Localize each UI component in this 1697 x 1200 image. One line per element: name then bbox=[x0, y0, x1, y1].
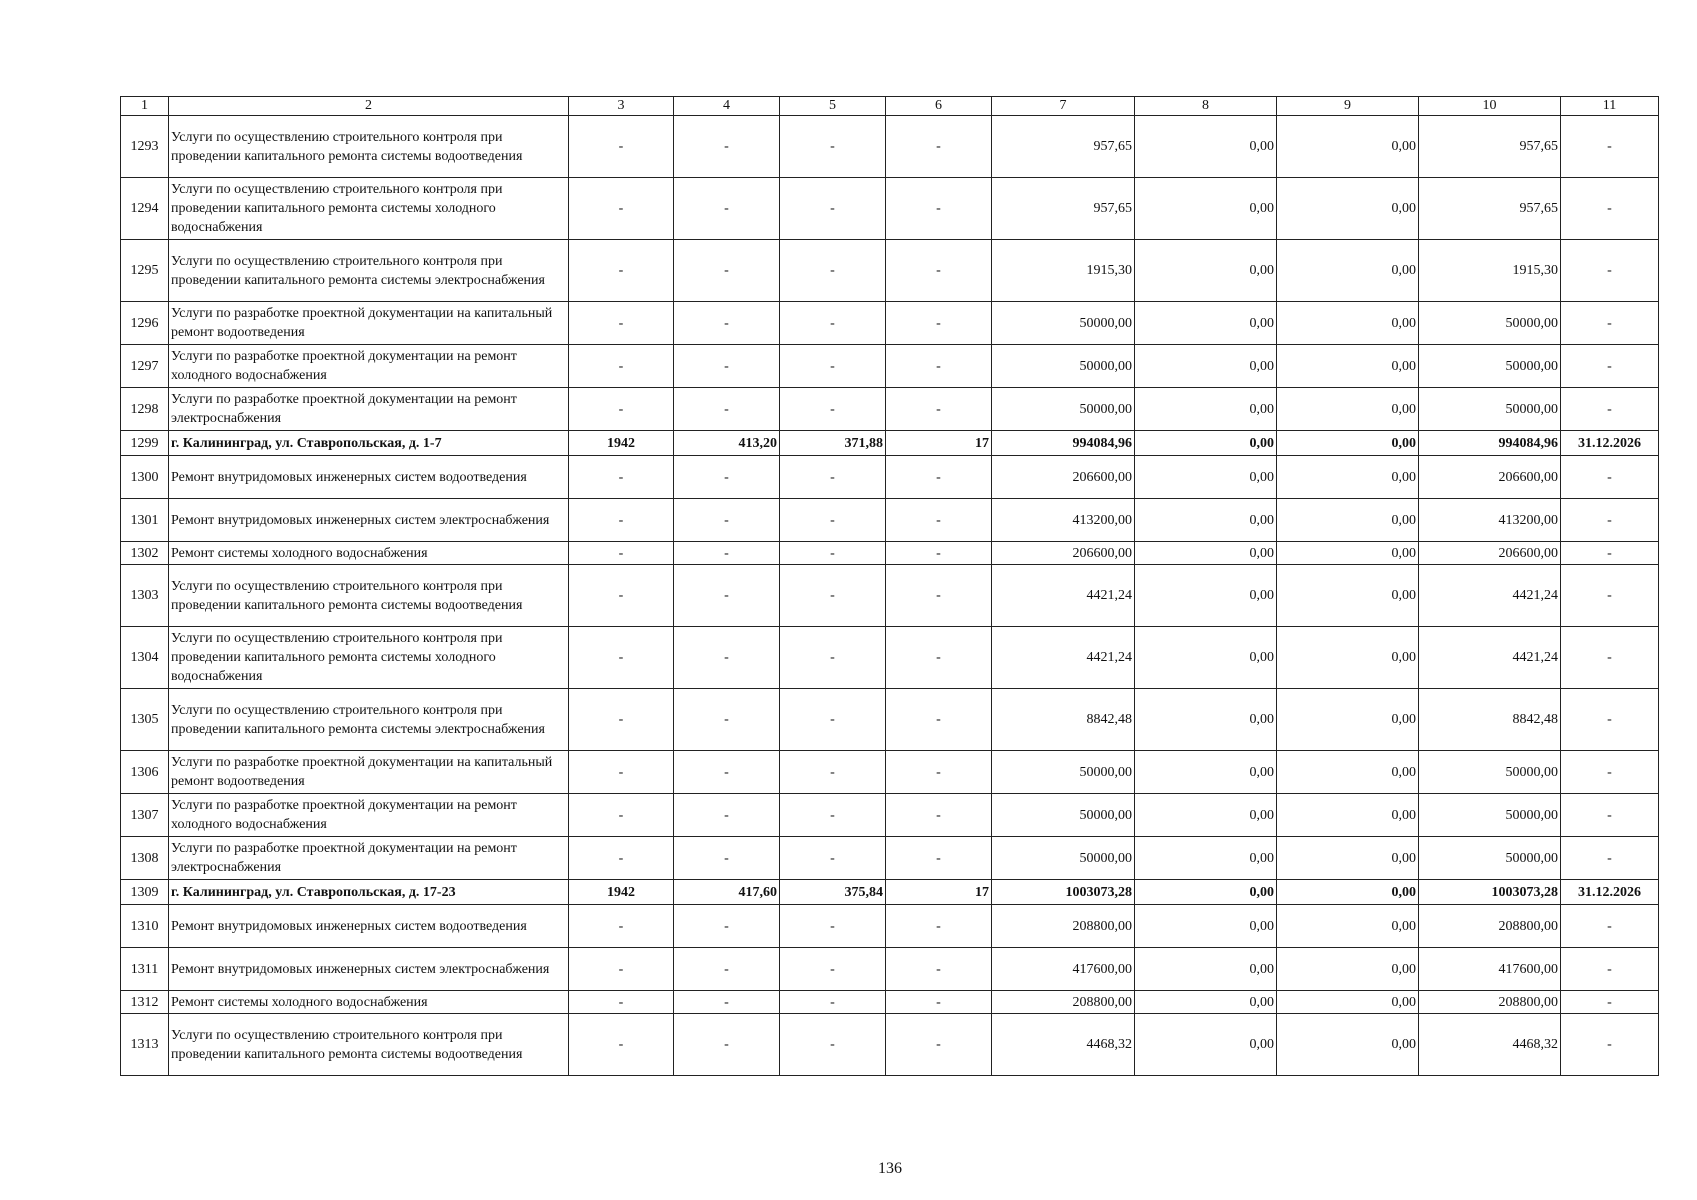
residents-count: - bbox=[886, 116, 992, 178]
year-value: - bbox=[569, 905, 674, 948]
table-row bbox=[121, 689, 1659, 751]
area-total: - bbox=[674, 116, 780, 178]
area-total: - bbox=[674, 837, 780, 880]
deadline: - bbox=[1561, 751, 1659, 794]
cost-fund-a: 0,00 bbox=[1135, 905, 1277, 948]
year-value: - bbox=[569, 240, 674, 302]
area-total: - bbox=[674, 240, 780, 302]
area-living: - bbox=[780, 565, 886, 627]
year-value: - bbox=[569, 116, 674, 178]
area-living: - bbox=[780, 345, 886, 388]
cost-owners: 957,65 bbox=[1419, 178, 1561, 240]
residents-count: - bbox=[886, 837, 992, 880]
cost-owners: 994084,96 bbox=[1419, 431, 1561, 456]
year-value: 1942 bbox=[569, 880, 674, 905]
header-row bbox=[121, 97, 1659, 116]
work-description: Услуги по осуществлению строительного контроля при проведении капитального ремонта системы холодного водоснабжения bbox=[169, 178, 569, 240]
table-row bbox=[121, 991, 1659, 1014]
work-description: г. Калининград, ул. Ставропольская, д. 1-7 bbox=[169, 431, 569, 456]
cost-fund-a: 0,00 bbox=[1135, 991, 1277, 1014]
residents-count: - bbox=[886, 302, 992, 345]
area-total: - bbox=[674, 388, 780, 431]
cost-total: 957,65 bbox=[992, 178, 1135, 240]
cost-fund-a: 0,00 bbox=[1135, 1014, 1277, 1076]
work-description: Услуги по разработке проектной документации на капитальный ремонт водоотведения bbox=[169, 751, 569, 794]
deadline: - bbox=[1561, 991, 1659, 1014]
cost-fund-a: 0,00 bbox=[1135, 388, 1277, 431]
year-value: - bbox=[569, 991, 674, 1014]
cost-fund-a: 0,00 bbox=[1135, 627, 1277, 689]
deadline: - bbox=[1561, 388, 1659, 431]
column-header: 7 bbox=[992, 97, 1135, 116]
table-row bbox=[121, 837, 1659, 880]
area-total: 413,20 bbox=[674, 431, 780, 456]
cost-fund-b: 0,00 bbox=[1277, 116, 1419, 178]
cost-total: 1003073,28 bbox=[992, 880, 1135, 905]
area-total: - bbox=[674, 751, 780, 794]
cost-fund-a: 0,00 bbox=[1135, 431, 1277, 456]
column-header: 1 bbox=[121, 97, 169, 116]
row-number: 1301 bbox=[121, 499, 169, 542]
table-row bbox=[121, 948, 1659, 991]
cost-fund-a: 0,00 bbox=[1135, 116, 1277, 178]
cost-fund-b: 0,00 bbox=[1277, 751, 1419, 794]
row-number: 1295 bbox=[121, 240, 169, 302]
residents-count: - bbox=[886, 456, 992, 499]
cost-fund-b: 0,00 bbox=[1277, 689, 1419, 751]
cost-fund-b: 0,00 bbox=[1277, 345, 1419, 388]
deadline: - bbox=[1561, 178, 1659, 240]
work-description: Услуги по осуществлению строительного контроля при проведении капитального ремонта системы электроснабжения bbox=[169, 240, 569, 302]
area-total: - bbox=[674, 499, 780, 542]
deadline: - bbox=[1561, 627, 1659, 689]
row-number: 1296 bbox=[121, 302, 169, 345]
area-living: 371,88 bbox=[780, 431, 886, 456]
residents-count: - bbox=[886, 178, 992, 240]
year-value: - bbox=[569, 1014, 674, 1076]
area-total: - bbox=[674, 345, 780, 388]
cost-total: 208800,00 bbox=[992, 991, 1135, 1014]
cost-owners: 4468,32 bbox=[1419, 1014, 1561, 1076]
year-value: - bbox=[569, 565, 674, 627]
year-value: - bbox=[569, 302, 674, 345]
deadline: - bbox=[1561, 837, 1659, 880]
cost-fund-a: 0,00 bbox=[1135, 542, 1277, 565]
area-living: - bbox=[780, 240, 886, 302]
deadline: - bbox=[1561, 240, 1659, 302]
table-row bbox=[121, 627, 1659, 689]
residents-count: 17 bbox=[886, 880, 992, 905]
deadline: - bbox=[1561, 302, 1659, 345]
deadline: - bbox=[1561, 456, 1659, 499]
area-living: - bbox=[780, 991, 886, 1014]
cost-owners: 206600,00 bbox=[1419, 456, 1561, 499]
work-description: Услуги по осуществлению строительного контроля при проведении капитального ремонта системы водоотведения bbox=[169, 116, 569, 178]
cost-fund-a: 0,00 bbox=[1135, 302, 1277, 345]
cost-fund-a: 0,00 bbox=[1135, 751, 1277, 794]
address-row bbox=[121, 431, 1659, 456]
year-value: - bbox=[569, 388, 674, 431]
page-number: 136 bbox=[878, 1160, 902, 1177]
cost-fund-b: 0,00 bbox=[1277, 794, 1419, 837]
deadline: 31.12.2026 bbox=[1561, 431, 1659, 456]
column-header: 4 bbox=[674, 97, 780, 116]
work-description: Ремонт системы холодного водоснабжения bbox=[169, 991, 569, 1014]
column-header: 6 bbox=[886, 97, 992, 116]
table-row bbox=[121, 751, 1659, 794]
work-description: Услуги по разработке проектной документации на ремонт электроснабжения bbox=[169, 837, 569, 880]
work-description: Ремонт системы холодного водоснабжения bbox=[169, 542, 569, 565]
cost-total: 50000,00 bbox=[992, 345, 1135, 388]
residents-count: - bbox=[886, 948, 992, 991]
table-row bbox=[121, 178, 1659, 240]
row-number: 1313 bbox=[121, 1014, 169, 1076]
work-description: Услуги по осуществлению строительного контроля при проведении капитального ремонта системы холодного водоснабжения bbox=[169, 627, 569, 689]
work-description: Ремонт внутридомовых инженерных систем водоотведения bbox=[169, 456, 569, 499]
area-living: - bbox=[780, 499, 886, 542]
deadline: 31.12.2026 bbox=[1561, 880, 1659, 905]
work-description: Услуги по разработке проектной документации на ремонт холодного водоснабжения bbox=[169, 345, 569, 388]
cost-owners: 50000,00 bbox=[1419, 794, 1561, 837]
residents-count: - bbox=[886, 565, 992, 627]
area-total: - bbox=[674, 456, 780, 499]
cost-owners: 4421,24 bbox=[1419, 565, 1561, 627]
deadline: - bbox=[1561, 345, 1659, 388]
cost-total: 957,65 bbox=[992, 116, 1135, 178]
area-living: - bbox=[780, 627, 886, 689]
residents-count: 17 bbox=[886, 431, 992, 456]
cost-fund-a: 0,00 bbox=[1135, 837, 1277, 880]
cost-fund-b: 0,00 bbox=[1277, 178, 1419, 240]
table-row bbox=[121, 794, 1659, 837]
work-description: Услуги по разработке проектной документации на ремонт электроснабжения bbox=[169, 388, 569, 431]
area-living: - bbox=[780, 178, 886, 240]
cost-fund-a: 0,00 bbox=[1135, 689, 1277, 751]
area-total: - bbox=[674, 991, 780, 1014]
cost-owners: 8842,48 bbox=[1419, 689, 1561, 751]
row-number: 1310 bbox=[121, 905, 169, 948]
table-row bbox=[121, 388, 1659, 431]
cost-total: 994084,96 bbox=[992, 431, 1135, 456]
year-value: - bbox=[569, 499, 674, 542]
area-total: - bbox=[674, 905, 780, 948]
residents-count: - bbox=[886, 1014, 992, 1076]
work-description: Ремонт внутридомовых инженерных систем электроснабжения bbox=[169, 499, 569, 542]
cost-fund-a: 0,00 bbox=[1135, 948, 1277, 991]
cost-fund-a: 0,00 bbox=[1135, 880, 1277, 905]
table-row bbox=[121, 1014, 1659, 1076]
row-number: 1305 bbox=[121, 689, 169, 751]
table-row bbox=[121, 499, 1659, 542]
residents-count: - bbox=[886, 499, 992, 542]
year-value: - bbox=[569, 794, 674, 837]
cost-fund-a: 0,00 bbox=[1135, 565, 1277, 627]
year-value: - bbox=[569, 751, 674, 794]
cost-total: 206600,00 bbox=[992, 456, 1135, 499]
cost-total: 208800,00 bbox=[992, 905, 1135, 948]
row-number: 1293 bbox=[121, 116, 169, 178]
cost-owners: 208800,00 bbox=[1419, 991, 1561, 1014]
area-total: - bbox=[674, 627, 780, 689]
cost-owners: 413200,00 bbox=[1419, 499, 1561, 542]
deadline: - bbox=[1561, 689, 1659, 751]
row-number: 1303 bbox=[121, 565, 169, 627]
cost-total: 50000,00 bbox=[992, 837, 1135, 880]
deadline: - bbox=[1561, 948, 1659, 991]
row-number: 1308 bbox=[121, 837, 169, 880]
area-living: 375,84 bbox=[780, 880, 886, 905]
residents-count: - bbox=[886, 905, 992, 948]
work-description: Услуги по осуществлению строительного контроля при проведении капитального ремонта системы электроснабжения bbox=[169, 689, 569, 751]
row-number: 1299 bbox=[121, 431, 169, 456]
area-living: - bbox=[780, 116, 886, 178]
area-living: - bbox=[780, 456, 886, 499]
table-row bbox=[121, 565, 1659, 627]
cost-total: 8842,48 bbox=[992, 689, 1135, 751]
cost-total: 50000,00 bbox=[992, 388, 1135, 431]
cost-fund-b: 0,00 bbox=[1277, 948, 1419, 991]
cost-total: 413200,00 bbox=[992, 499, 1135, 542]
column-header: 3 bbox=[569, 97, 674, 116]
table-body bbox=[121, 116, 1659, 1076]
deadline: - bbox=[1561, 794, 1659, 837]
data-table bbox=[120, 96, 1659, 1076]
table-row bbox=[121, 302, 1659, 345]
cost-owners: 208800,00 bbox=[1419, 905, 1561, 948]
row-number: 1304 bbox=[121, 627, 169, 689]
deadline: - bbox=[1561, 542, 1659, 565]
row-number: 1307 bbox=[121, 794, 169, 837]
residents-count: - bbox=[886, 751, 992, 794]
work-description: Услуги по осуществлению строительного контроля при проведении капитального ремонта системы водоотведения bbox=[169, 1014, 569, 1076]
cost-total: 206600,00 bbox=[992, 542, 1135, 565]
cost-fund-a: 0,00 bbox=[1135, 456, 1277, 499]
table-row bbox=[121, 116, 1659, 178]
cost-fund-b: 0,00 bbox=[1277, 388, 1419, 431]
table-row bbox=[121, 345, 1659, 388]
row-number: 1312 bbox=[121, 991, 169, 1014]
cost-total: 50000,00 bbox=[992, 751, 1135, 794]
cost-owners: 4421,24 bbox=[1419, 627, 1561, 689]
area-living: - bbox=[780, 542, 886, 565]
cost-total: 4421,24 bbox=[992, 565, 1135, 627]
row-number: 1298 bbox=[121, 388, 169, 431]
cost-owners: 50000,00 bbox=[1419, 345, 1561, 388]
table-row bbox=[121, 542, 1659, 565]
year-value: - bbox=[569, 345, 674, 388]
table-row bbox=[121, 905, 1659, 948]
cost-fund-b: 0,00 bbox=[1277, 627, 1419, 689]
deadline: - bbox=[1561, 905, 1659, 948]
cost-total: 417600,00 bbox=[992, 948, 1135, 991]
cost-fund-a: 0,00 bbox=[1135, 345, 1277, 388]
year-value: - bbox=[569, 689, 674, 751]
residents-count: - bbox=[886, 689, 992, 751]
cost-owners: 50000,00 bbox=[1419, 837, 1561, 880]
cost-fund-b: 0,00 bbox=[1277, 880, 1419, 905]
cost-fund-b: 0,00 bbox=[1277, 499, 1419, 542]
work-description: Услуги по осуществлению строительного контроля при проведении капитального ремонта системы водоотведения bbox=[169, 565, 569, 627]
area-total: - bbox=[674, 178, 780, 240]
cost-total: 50000,00 bbox=[992, 794, 1135, 837]
cost-owners: 50000,00 bbox=[1419, 302, 1561, 345]
cost-fund-b: 0,00 bbox=[1277, 431, 1419, 456]
residents-count: - bbox=[886, 627, 992, 689]
column-header: 9 bbox=[1277, 97, 1419, 116]
work-description: Услуги по разработке проектной документации на ремонт холодного водоснабжения bbox=[169, 794, 569, 837]
area-total: 417,60 bbox=[674, 880, 780, 905]
area-living: - bbox=[780, 905, 886, 948]
table-row bbox=[121, 456, 1659, 499]
area-living: - bbox=[780, 388, 886, 431]
area-total: - bbox=[674, 565, 780, 627]
area-living: - bbox=[780, 837, 886, 880]
cost-fund-b: 0,00 bbox=[1277, 302, 1419, 345]
cost-fund-b: 0,00 bbox=[1277, 1014, 1419, 1076]
cost-owners: 50000,00 bbox=[1419, 751, 1561, 794]
work-description: г. Калининград, ул. Ставропольская, д. 17-23 bbox=[169, 880, 569, 905]
area-total: - bbox=[674, 794, 780, 837]
cost-fund-a: 0,00 bbox=[1135, 240, 1277, 302]
cost-fund-a: 0,00 bbox=[1135, 178, 1277, 240]
year-value: - bbox=[569, 837, 674, 880]
cost-owners: 50000,00 bbox=[1419, 388, 1561, 431]
year-value: - bbox=[569, 948, 674, 991]
deadline: - bbox=[1561, 1014, 1659, 1076]
cost-owners: 206600,00 bbox=[1419, 542, 1561, 565]
row-number: 1311 bbox=[121, 948, 169, 991]
cost-total: 4468,32 bbox=[992, 1014, 1135, 1076]
area-living: - bbox=[780, 794, 886, 837]
cost-total: 1915,30 bbox=[992, 240, 1135, 302]
column-header: 5 bbox=[780, 97, 886, 116]
cost-fund-b: 0,00 bbox=[1277, 905, 1419, 948]
cost-owners: 417600,00 bbox=[1419, 948, 1561, 991]
address-row bbox=[121, 880, 1659, 905]
cost-owners: 1915,30 bbox=[1419, 240, 1561, 302]
row-number: 1297 bbox=[121, 345, 169, 388]
deadline: - bbox=[1561, 499, 1659, 542]
cost-owners: 1003073,28 bbox=[1419, 880, 1561, 905]
table-row bbox=[121, 240, 1659, 302]
residents-count: - bbox=[886, 991, 992, 1014]
residents-count: - bbox=[886, 794, 992, 837]
cost-owners: 957,65 bbox=[1419, 116, 1561, 178]
cost-fund-b: 0,00 bbox=[1277, 542, 1419, 565]
area-total: - bbox=[674, 302, 780, 345]
column-header: 8 bbox=[1135, 97, 1277, 116]
cost-fund-b: 0,00 bbox=[1277, 240, 1419, 302]
cost-total: 50000,00 bbox=[992, 302, 1135, 345]
area-total: - bbox=[674, 542, 780, 565]
cost-fund-b: 0,00 bbox=[1277, 837, 1419, 880]
area-living: - bbox=[780, 689, 886, 751]
row-number: 1306 bbox=[121, 751, 169, 794]
area-total: - bbox=[674, 948, 780, 991]
area-living: - bbox=[780, 302, 886, 345]
area-total: - bbox=[674, 1014, 780, 1076]
cost-fund-a: 0,00 bbox=[1135, 794, 1277, 837]
area-living: - bbox=[780, 751, 886, 794]
deadline: - bbox=[1561, 116, 1659, 178]
residents-count: - bbox=[886, 542, 992, 565]
column-header: 10 bbox=[1419, 97, 1561, 116]
cost-total: 4421,24 bbox=[992, 627, 1135, 689]
column-header: 11 bbox=[1561, 97, 1659, 116]
row-number: 1302 bbox=[121, 542, 169, 565]
residents-count: - bbox=[886, 388, 992, 431]
work-description: Услуги по разработке проектной документации на капитальный ремонт водоотведения bbox=[169, 302, 569, 345]
residents-count: - bbox=[886, 240, 992, 302]
residents-count: - bbox=[886, 345, 992, 388]
column-header: 2 bbox=[169, 97, 569, 116]
area-living: - bbox=[780, 1014, 886, 1076]
work-description: Ремонт внутридомовых инженерных систем водоотведения bbox=[169, 905, 569, 948]
work-description: Ремонт внутридомовых инженерных систем электроснабжения bbox=[169, 948, 569, 991]
cost-fund-b: 0,00 bbox=[1277, 991, 1419, 1014]
area-total: - bbox=[674, 689, 780, 751]
row-number: 1294 bbox=[121, 178, 169, 240]
area-living: - bbox=[780, 948, 886, 991]
year-value: 1942 bbox=[569, 431, 674, 456]
year-value: - bbox=[569, 178, 674, 240]
cost-fund-a: 0,00 bbox=[1135, 499, 1277, 542]
year-value: - bbox=[569, 456, 674, 499]
deadline: - bbox=[1561, 565, 1659, 627]
year-value: - bbox=[569, 542, 674, 565]
row-number: 1300 bbox=[121, 456, 169, 499]
row-number: 1309 bbox=[121, 880, 169, 905]
year-value: - bbox=[569, 627, 674, 689]
cost-fund-b: 0,00 bbox=[1277, 565, 1419, 627]
cost-fund-b: 0,00 bbox=[1277, 456, 1419, 499]
